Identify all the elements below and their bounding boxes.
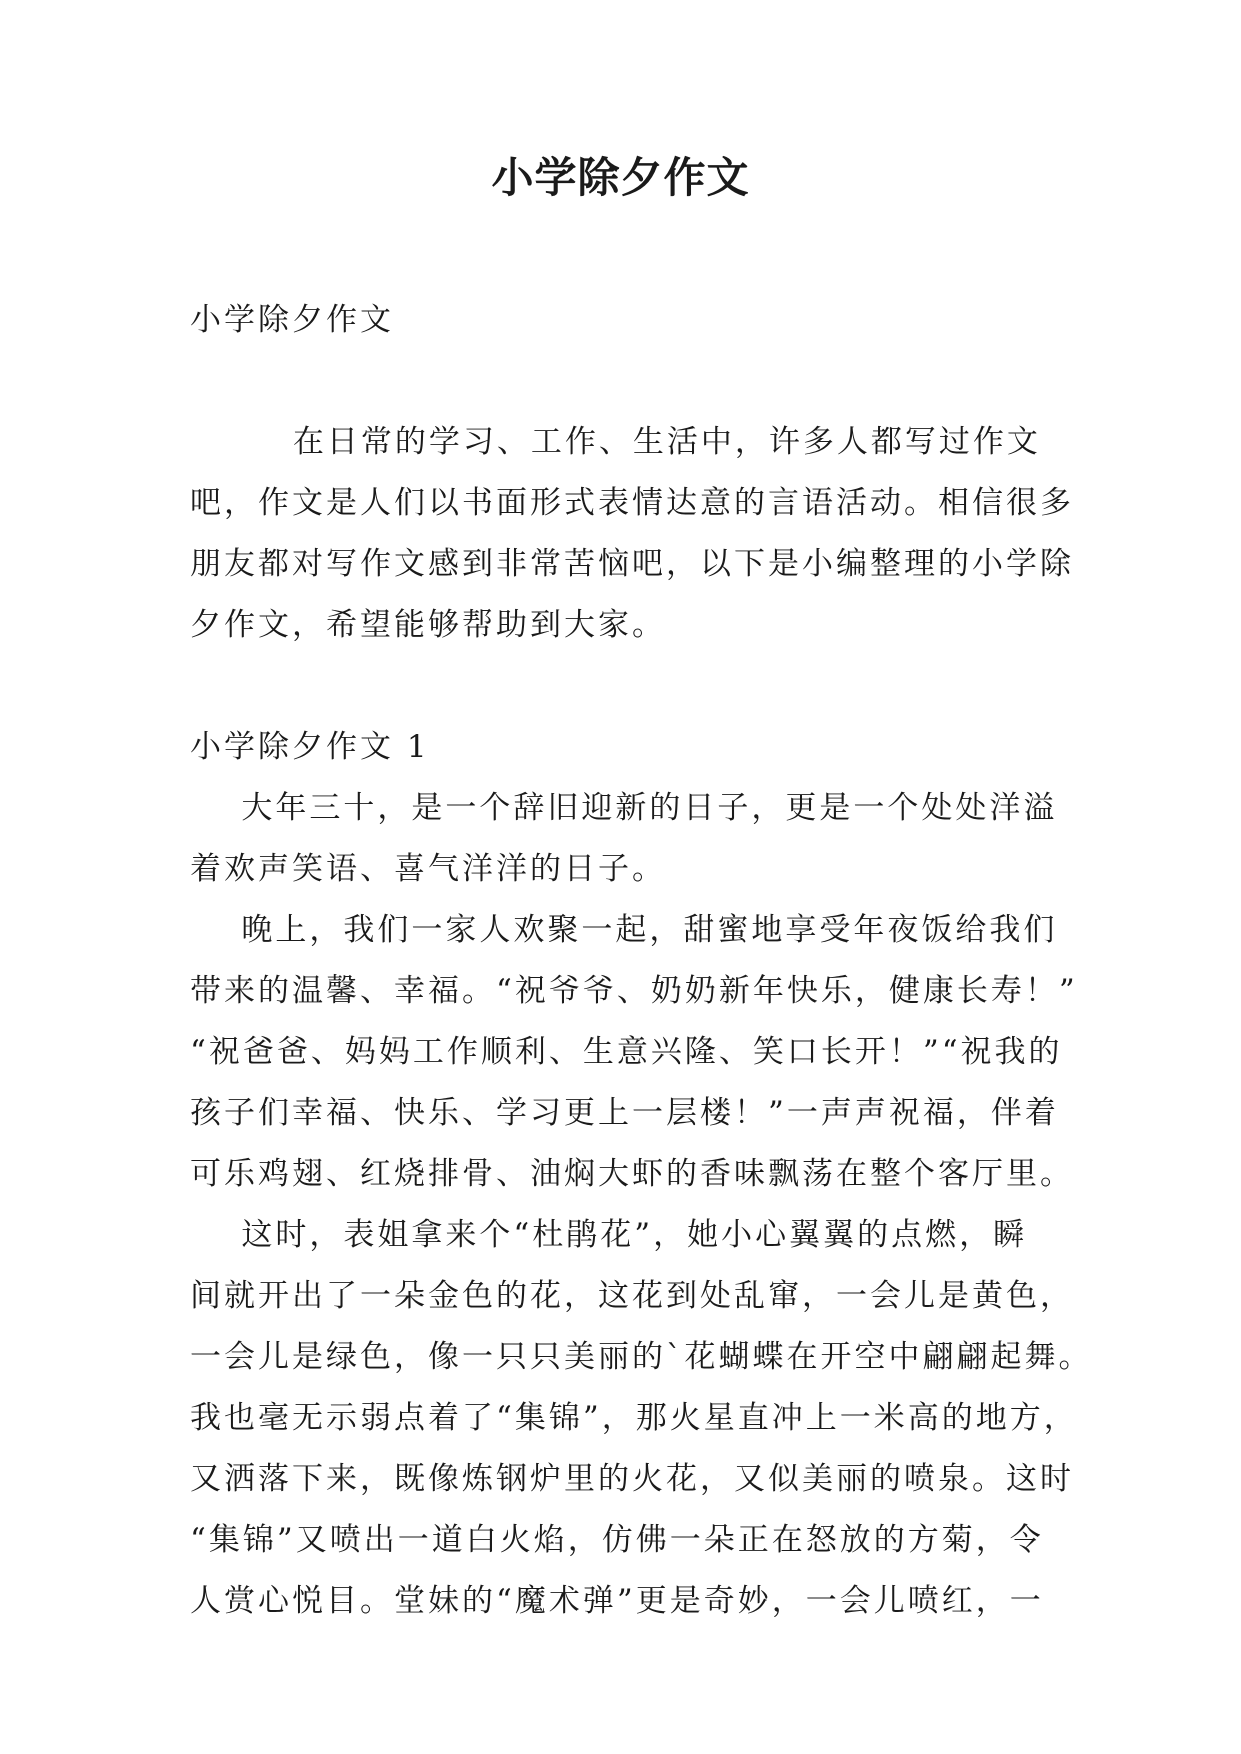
- section-body: [190, 778, 1093, 1632]
- body-line: “集锦”又喷出一道白火焰，仿佛一朵正在怒放的方菊，令: [190, 1522, 1044, 1558]
- body-line: 可乐鸡翅、红烧排骨、油焖大虾的香味飘荡在整个客厅里。: [190, 1156, 1074, 1192]
- intro-paragraph: [190, 412, 1074, 656]
- body-line: “祝爸爸、妈妈工作顺利、生意兴隆、笑口长开！”“祝我的: [190, 1034, 1063, 1070]
- intro-line: 朋友都对写作文感到非常苦恼吧，以下是小编整理的小学除: [190, 546, 1074, 582]
- spacer: [190, 656, 1062, 717]
- intro-line: 夕作文，希望能够帮助到大家。: [190, 607, 666, 643]
- body-line: 又洒落下来，既像炼钢炉里的火花，又似美丽的喷泉。这时: [190, 1461, 1074, 1497]
- body-line: 孩子们幸福、快乐、学习更上一层楼！”一声声祝福，伴着: [190, 1095, 1059, 1131]
- body-line: 人赏心悦目。堂妹的“魔术弹”更是奇妙，一会儿喷红，一: [190, 1583, 1044, 1619]
- intro-line: 在日常的学习、工作、生活中，许多人都写过作文: [190, 424, 1041, 460]
- body-line: 这时，表姐拿来个“杜鹃花”，她小心翼翼的点燃，瞬: [190, 1217, 1028, 1253]
- section-heading: 小学除夕作文 1: [190, 729, 430, 765]
- body-line: 带来的温馨、幸福。“祝爷爷、奶奶新年快乐，健康长寿！”: [190, 973, 1078, 1009]
- document-title: 小学除夕作文: [491, 153, 750, 202]
- document-subtitle: 小学除夕作文: [190, 302, 394, 338]
- body-line: 我也毫无示弱点着了“集锦”，那火星直冲上一米高的地方，: [190, 1400, 1078, 1436]
- document-body: [190, 290, 1093, 1632]
- body-line: 大年三十，是一个辞旧迎新的日子，更是一个处处洋溢: [190, 790, 1058, 826]
- spacer: [190, 351, 1062, 412]
- intro-line: 吧，作文是人们以书面形式表情达意的言语活动。相信很多: [190, 485, 1074, 521]
- body-line: 晚上，我们一家人欢聚一起，甜蜜地享受年夜饭给我们: [190, 912, 1058, 948]
- body-line: 间就开出了一朵金色的花，这花到处乱窜，一会儿是黄色，: [190, 1278, 1074, 1314]
- body-line: 着欢声笑语、喜气洋洋的日子。: [190, 851, 666, 887]
- body-line: 一会儿是绿色，像一只只美丽的`花蝴蝶在开空中翩翩起舞。: [190, 1339, 1093, 1375]
